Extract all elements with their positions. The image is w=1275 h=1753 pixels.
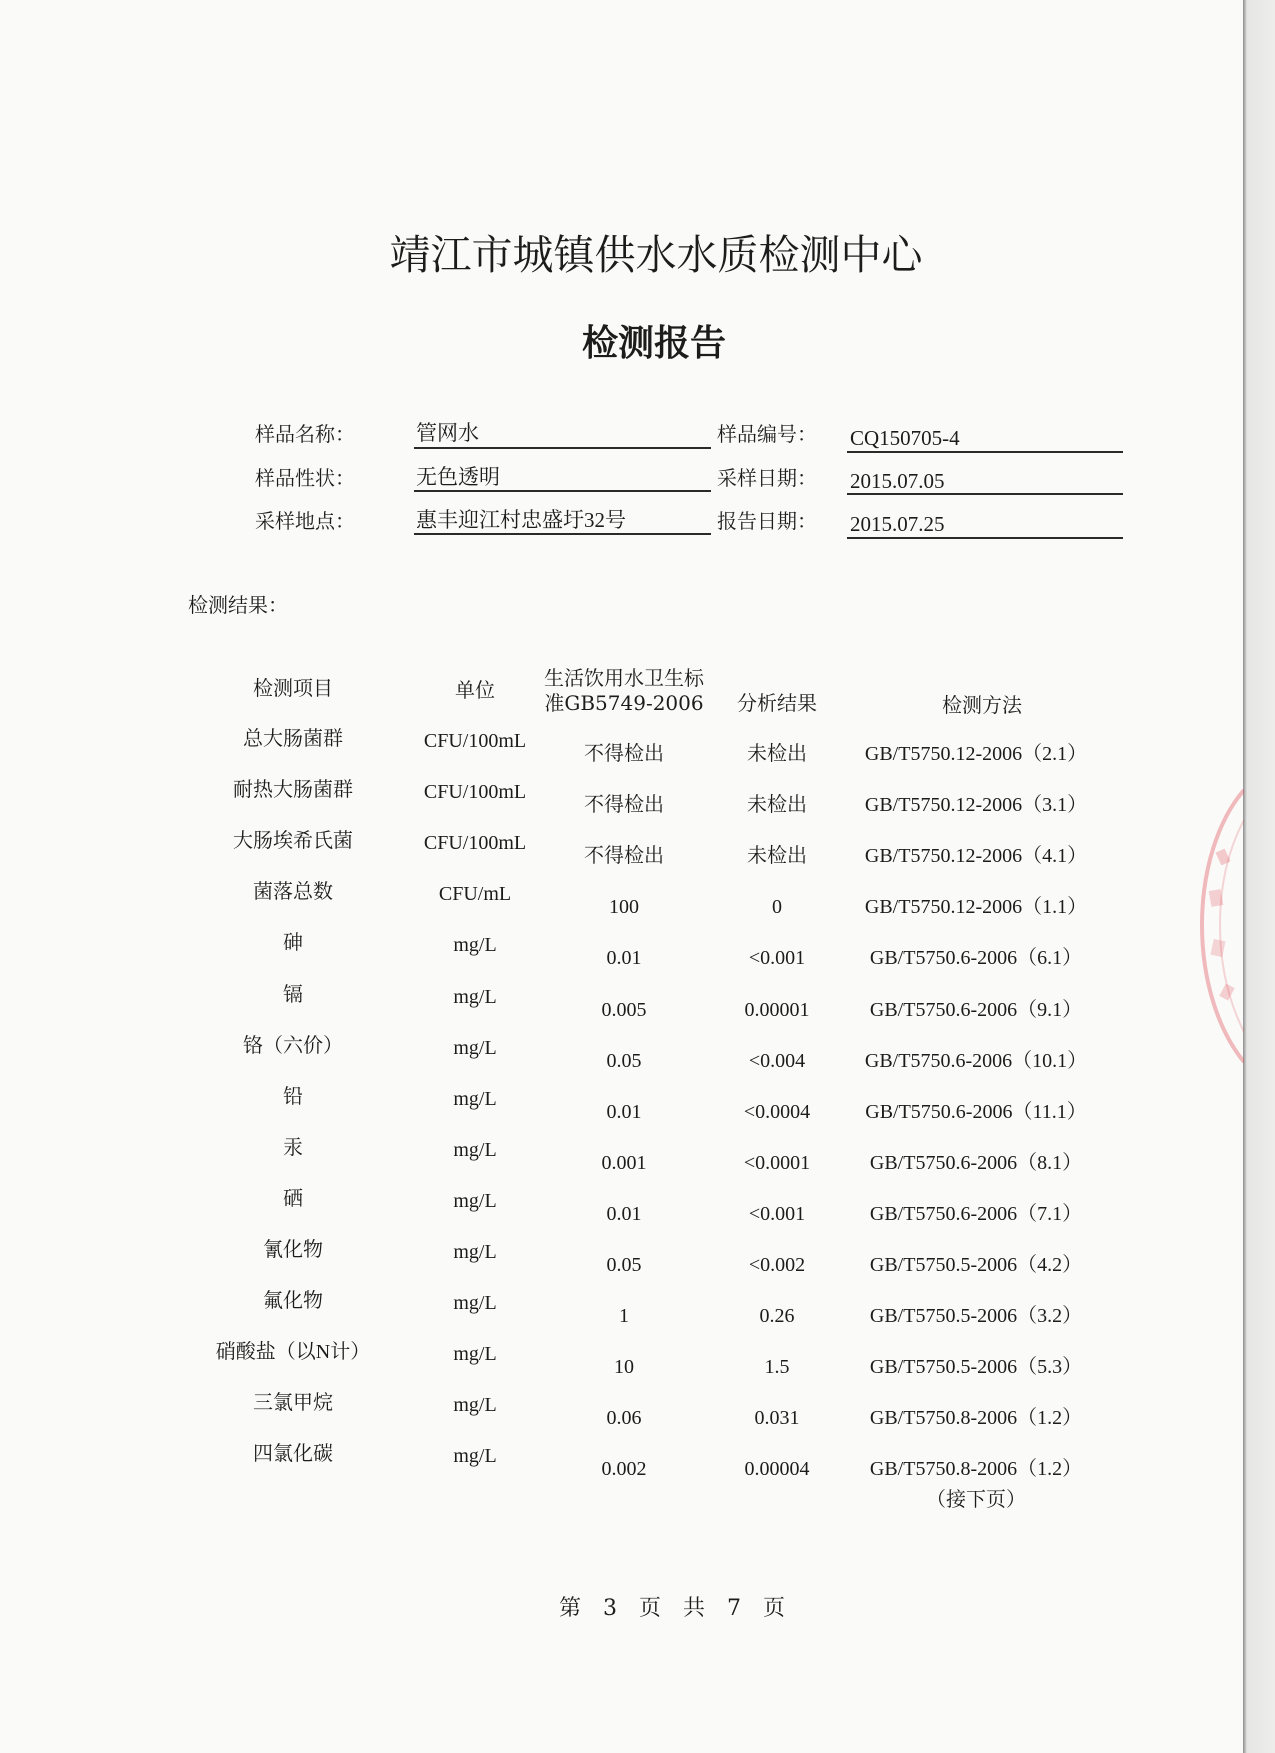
standard-limit-cell: 0.001 (601, 1151, 647, 1174)
test-method-cell: GB/T5750.12-2006（2.1） (864, 743, 1088, 765)
header-unit: 单位 (455, 678, 495, 702)
analysis-result-cell: <0.004 (748, 1049, 806, 1072)
analysis-result-cell: 0.031 (754, 1407, 800, 1430)
unit-cell: CFU/100mL (423, 832, 527, 855)
item-name-cell: 硝酸盐（以N计） (215, 1341, 371, 1364)
test-method-cell: GB/T5750.5-2006（5.3） (869, 1356, 1083, 1379)
standard-limit-cell: 不得检出 (584, 743, 664, 765)
footer-token: 页 (638, 1596, 661, 1621)
analysis-result-cell: 0.00004 (744, 1458, 810, 1481)
test-method-cell: GB/T5750.8-2006（1.2） (869, 1458, 1083, 1481)
standard-limit-cell: 10 (614, 1356, 634, 1379)
sampling-date-label: 采样日期： (717, 466, 817, 490)
test-method-cell: GB/T5750.6-2006（10.1） (864, 1049, 1088, 1072)
unit-cell: CFU/mL (438, 883, 512, 906)
unit-cell: mg/L (453, 1292, 497, 1315)
sampling-site-underline (414, 533, 711, 535)
report-date-underline (847, 537, 1123, 539)
test-method-cell: GB/T5750.8-2006（1.2） (869, 1407, 1083, 1430)
test-method-cell: GB/T5750.12-2006（4.1） (864, 845, 1088, 868)
unit-cell: mg/L (453, 1394, 497, 1417)
sampling-site-value: 惠丰迎江村忠盛圩32号 (416, 508, 626, 532)
footer-current-page: 3 (602, 1596, 617, 1621)
analysis-result-cell: 1.5 (764, 1356, 790, 1379)
unit-cell: mg/L (453, 1087, 497, 1110)
footer-total-pages: 7 (727, 1596, 742, 1621)
item-name-cell: 总大肠菌群 (243, 728, 343, 750)
analysis-result-cell: <0.001 (748, 947, 806, 970)
page-number-footer (472, 1595, 872, 1623)
analysis-result-cell: 未检出 (747, 794, 807, 817)
item-name-cell: 汞 (283, 1136, 303, 1159)
item-name-cell: 砷 (283, 932, 303, 955)
sample-name-value: 管网水 (416, 421, 479, 445)
item-name-cell: 大肠埃希氏菌 (233, 830, 353, 853)
header-item: 检测项目 (253, 676, 333, 700)
analysis-result-cell: 0 (772, 896, 782, 919)
test-method-cell: GB/T5750.12-2006（1.1） (864, 896, 1088, 919)
continued-note: （接下页） (926, 1489, 1026, 1511)
standard-limit-cell: 0.01 (606, 1100, 642, 1123)
sample-number-underline (847, 451, 1123, 453)
item-name-cell: 硒 (283, 1187, 303, 1210)
standard-limit-cell: 0.01 (606, 1202, 642, 1225)
item-name-cell: 氰化物 (263, 1239, 323, 1261)
unit-cell: mg/L (453, 1343, 497, 1366)
item-name-cell: 铅 (283, 1085, 303, 1108)
sample-state-value: 无色透明 (416, 465, 500, 489)
unit-cell: mg/L (453, 934, 497, 957)
sample-state-underline (414, 490, 711, 492)
test-method-cell: GB/T5750.12-2006（3.1） (864, 794, 1088, 817)
header-method: 检测方法 (942, 693, 1022, 717)
test-method-cell: GB/T5750.6-2006（8.1） (869, 1151, 1083, 1174)
standard-limit-cell: 1 (619, 1305, 629, 1328)
scan-edge (1243, 0, 1275, 1753)
unit-cell: mg/L (453, 1241, 497, 1263)
test-method-cell: GB/T5750.6-2006（6.1） (869, 947, 1083, 970)
results-section-label: 检测结果： (188, 593, 288, 617)
sampling-date-value: 2015.07.05 (850, 469, 945, 493)
unit-cell: CFU/100mL (423, 781, 527, 804)
sample-name-underline (414, 447, 711, 449)
analysis-result-cell: <0.002 (748, 1254, 806, 1276)
footer-token: 第 (558, 1596, 581, 1621)
unit-cell: mg/L (453, 985, 497, 1008)
analysis-result-cell: <0.0001 (743, 1151, 811, 1174)
sampling-date-underline (847, 493, 1123, 495)
unit-cell: mg/L (453, 1036, 497, 1059)
item-name-cell: 四氯化碳 (253, 1443, 333, 1466)
standard-limit-cell: 0.002 (601, 1458, 647, 1481)
standard-limit-cell: 0.05 (606, 1049, 642, 1072)
test-method-cell: GB/T5750.6-2006（11.1） (865, 1100, 1087, 1123)
analysis-result-cell: 0.00001 (744, 998, 810, 1021)
test-method-cell: GB/T5750.6-2006（9.1） (869, 998, 1083, 1021)
standard-limit-cell: 不得检出 (584, 794, 664, 817)
analysis-result-cell: <0.001 (748, 1202, 806, 1225)
sampling-site-label: 采样地点： (255, 509, 355, 533)
sample-state-label: 样品性状： (255, 466, 355, 490)
footer-token: 页 (763, 1596, 786, 1621)
footer-token: 共 (683, 1596, 706, 1621)
standard-limit-cell: 0.005 (601, 998, 647, 1021)
header-standard-line1: 生活饮用水卫生标 (544, 666, 704, 690)
report-title: 检测报告 (581, 322, 726, 364)
item-name-cell: 铬（六价） (243, 1034, 343, 1057)
analysis-result-cell: 未检出 (747, 845, 807, 868)
item-name-cell: 氟化物 (263, 1290, 323, 1313)
analysis-result-cell: 未检出 (747, 743, 807, 765)
organization-title: 靖江市城镇供水水质检测中心 (389, 231, 923, 279)
standard-limit-cell: 0.05 (606, 1254, 642, 1276)
analysis-result-cell: 0.26 (759, 1305, 795, 1328)
test-method-cell: GB/T5750.5-2006（4.2） (869, 1254, 1083, 1276)
unit-cell: mg/L (453, 1445, 497, 1468)
standard-limit-cell: 0.06 (606, 1407, 642, 1430)
test-method-cell: GB/T5750.6-2006（7.1） (869, 1202, 1083, 1225)
report-date-label: 报告日期： (717, 509, 817, 533)
header-result: 分析结果 (737, 691, 817, 715)
item-name-cell: 菌落总数 (253, 881, 333, 904)
standard-limit-cell: 100 (609, 896, 639, 919)
unit-cell: mg/L (453, 1138, 497, 1161)
sample-number-label: 样品编号： (717, 422, 817, 446)
standard-limit-cell: 0.01 (606, 947, 642, 970)
unit-cell: mg/L (453, 1189, 497, 1212)
report-date-value: 2015.07.25 (850, 512, 945, 536)
sample-name-label: 样品名称： (255, 422, 355, 446)
item-name-cell: 三氯甲烷 (253, 1392, 333, 1415)
sample-number-value: CQ150705-4 (850, 426, 960, 450)
analysis-result-cell: <0.0004 (743, 1100, 811, 1123)
standard-limit-cell: 不得检出 (584, 845, 664, 868)
unit-cell: CFU/100mL (423, 730, 527, 752)
official-seal-stamp (1188, 780, 1244, 1070)
item-name-cell: 镉 (283, 983, 303, 1006)
header-standard-line2: 准GB5749-2006 (544, 691, 704, 715)
test-method-cell: GB/T5750.5-2006（3.2） (869, 1305, 1083, 1328)
item-name-cell: 耐热大肠菌群 (233, 779, 353, 802)
